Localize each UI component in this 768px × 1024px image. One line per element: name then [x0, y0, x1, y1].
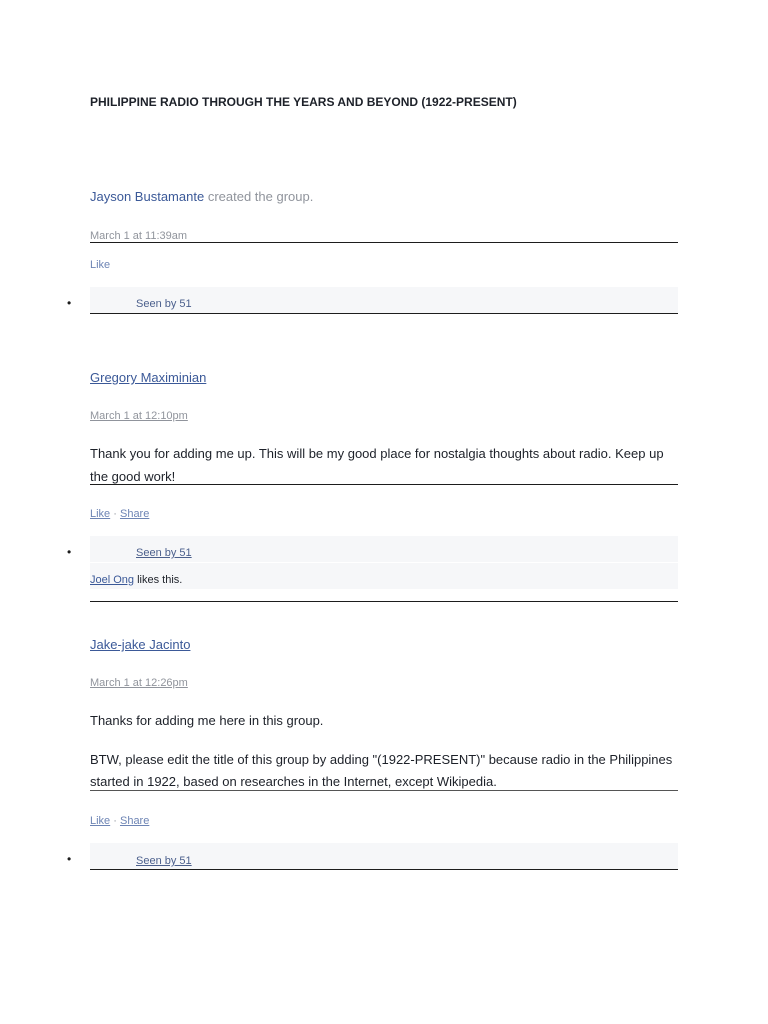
post-actions: [90, 815, 149, 827]
likes-summary: [90, 574, 182, 586]
bullet-icon: •: [67, 545, 72, 559]
like-link[interactable]: Like: [90, 259, 111, 271]
likes-suffix: likes this.: [137, 574, 183, 586]
divider: [90, 242, 678, 243]
bullet-icon: •: [67, 852, 72, 866]
divider: [90, 313, 678, 314]
liker-link[interactable]: Joel Ong: [90, 574, 135, 586]
post-timestamp[interactable]: March 1 at 12:10pm: [90, 410, 188, 422]
author-link[interactable]: Jake-jake Jacinto: [90, 637, 191, 652]
share-link[interactable]: Share: [119, 508, 150, 520]
post-timestamp[interactable]: March 1 at 11:39am: [90, 230, 188, 242]
post-body-paragraph: Thanks for adding me here in this group.: [90, 713, 324, 728]
seen-count[interactable]: Seen by 51: [136, 298, 192, 310]
seen-count[interactable]: Seen by 51: [136, 855, 192, 867]
like-link[interactable]: Like: [90, 815, 111, 827]
author-link[interactable]: Jayson Bustamante: [90, 189, 205, 204]
post-actions: [90, 508, 149, 520]
post-body-paragraph: BTW, please edit the title of this group by adding "(1922-PRESENT)" because radio in the Philippines started in 1922, based on researches in the Internet, except Wikipedia.: [90, 752, 673, 789]
divider: [90, 601, 678, 602]
post-header: [90, 189, 313, 204]
divider: [90, 869, 678, 870]
bullet-icon: •: [67, 296, 72, 310]
post-timestamp[interactable]: March 1 at 12:26pm: [90, 677, 188, 689]
post-action-text: created the group.: [207, 189, 314, 204]
action-separator: ·: [113, 508, 117, 520]
page-title: PHILIPPINE RADIO THROUGH THE YEARS AND BEYOND (1922-PRESENT): [90, 95, 517, 109]
post-body: Thank you for adding me up. This will be my good place for nostalgia thoughts about radio. Keep up the good work!: [90, 446, 664, 484]
share-link[interactable]: Share: [119, 815, 150, 827]
divider: [90, 790, 678, 791]
author-link[interactable]: Gregory Maximinian: [90, 370, 207, 385]
action-separator: ·: [113, 815, 117, 827]
like-link[interactable]: Like: [90, 508, 111, 520]
seen-count[interactable]: Seen by 51: [136, 547, 192, 559]
divider: [90, 484, 678, 485]
